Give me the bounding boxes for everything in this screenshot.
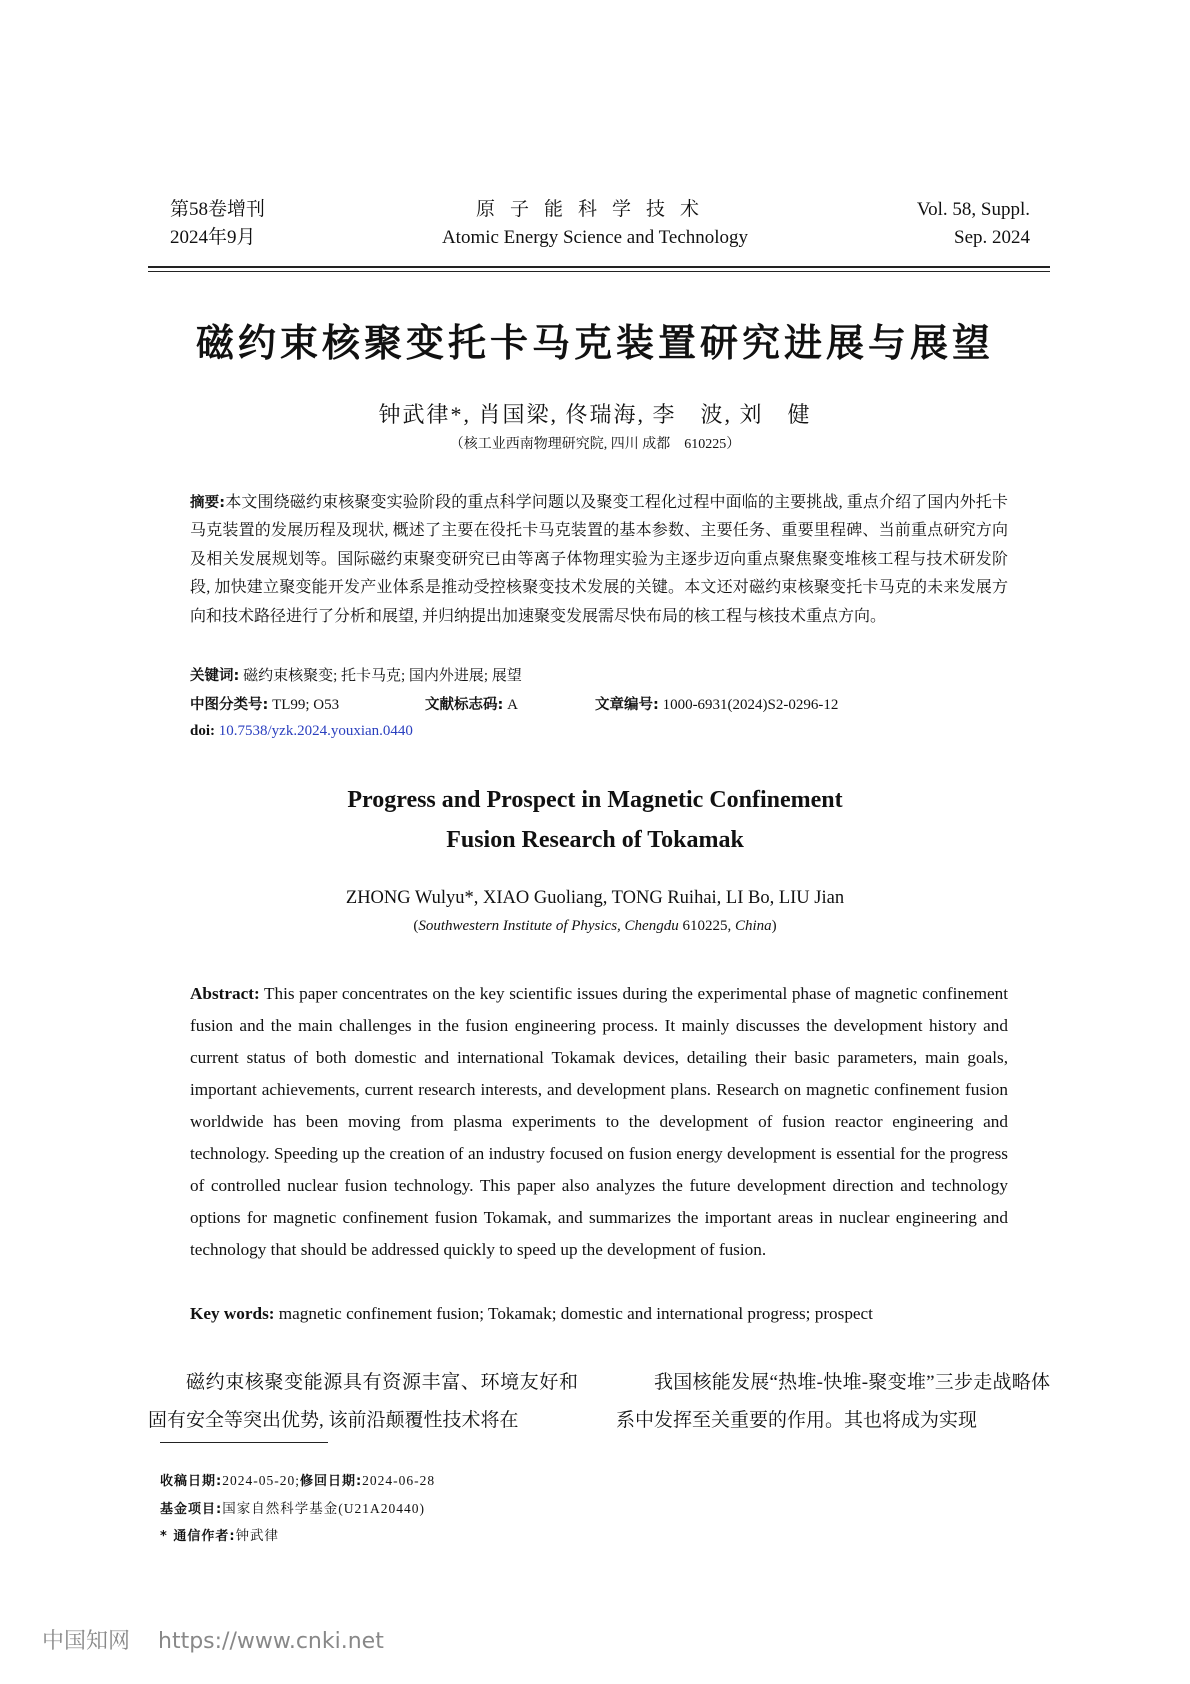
affiliation-en-country: China <box>734 918 772 934</box>
doc-code-value: A <box>507 697 518 713</box>
abstract-en <box>190 978 1008 1266</box>
date-en: Sep. 2024 <box>954 227 1030 248</box>
volume-en: Vol. 58, Suppl. <box>916 199 1030 220</box>
header-rule-thin <box>148 271 1050 272</box>
authors-en: ZHONG Wulyu*, XIAO Guoliang, TONG Ruihai, LI Bo, LIU Jian <box>345 888 845 908</box>
footnote-fund <box>160 1497 425 1517</box>
journal-title-en: Atomic Energy Science and Technology <box>441 227 749 248</box>
article-no-label: 文章编号: <box>595 697 659 713</box>
fund-value: 国家自然科学基金(U21A20440) <box>222 1501 425 1516</box>
journal-title-cn: 原子能科学技术 <box>475 199 714 220</box>
footnote-rule <box>160 1442 328 1443</box>
clc-label: 中图分类号: <box>190 697 269 713</box>
paper-title-cn: 磁约束核聚变托卡马克装置研究进展与展望 <box>195 321 994 365</box>
article-no-value: 1000-6931(2024)S2-0296-12 <box>662 697 839 713</box>
body-column-left: 磁约束核聚变能源具有资源丰富、环境友好和固有安全等突出优势, 该前沿颠覆性技术将在 <box>148 1372 578 1431</box>
footnote-corresponding <box>160 1524 279 1544</box>
fund-label: 基金项目: <box>160 1502 223 1517</box>
keywords-cn-text: 磁约束核聚变; 托卡马克; 国内外进展; 展望 <box>243 668 522 684</box>
abstract-en-label: Abstract: <box>190 984 260 1003</box>
received-value: 2024-05-20; <box>222 1473 300 1488</box>
authors-cn: 钟武律*, 肖国梁, 佟瑞海, 李 波, 刘 健 <box>378 402 812 427</box>
paper-title-en <box>0 780 1190 860</box>
received-label: 收稿日期: <box>160 1474 223 1489</box>
affiliation-en-postcode: 610225, <box>678 918 735 934</box>
site-name: 中国知网 <box>42 1629 131 1654</box>
keywords-cn <box>190 664 522 685</box>
doc-code-label: 文献标志码: <box>425 697 504 713</box>
body-column-right: 我国核能发展“热堆-快堆-聚变堆”三步走战略体系中发挥至关重要的作用。其也将成为实现 <box>616 1372 1050 1431</box>
keywords-cn-label: 关键词: <box>190 668 240 684</box>
corresponding-label: * 通信作者: <box>160 1529 236 1544</box>
abstract-cn-text: 本文围绕磁约束核聚变实验阶段的重点科学问题以及聚变工程化过程中面临的主要挑战, 重点介绍了国内外托卡马克装置的发展历程及现状, 概述了主要在役托卡马克装置的基本参数、主要任务、重要里程碑、当前重点研究方向及相关发展规划等。国际磁约束聚变研究已由等离子体物理实验为主逐步迈向重点聚焦聚变堆核工程与技术研发阶段, 加快建立聚变能开发产业体系是推动受控核聚变技术发展的关键。本文还对磁约束核聚变托卡马克的未来发展方向和技术路径进行了分析和展望, 并归纳提出加速聚变发展需尽快布局的核工程与核技术重点方向。 <box>190 494 1008 625</box>
paper-title-en-line1: Progress and Prospect in Magnetic Confinement <box>347 787 843 813</box>
keywords-en-label: Key words: <box>190 1304 275 1323</box>
paren-close: ) <box>771 918 777 934</box>
abstract-cn-label: 摘要: <box>190 495 226 511</box>
paren-open: ( <box>413 918 419 934</box>
footnote-dates <box>160 1470 435 1489</box>
cnki-watermark <box>42 1624 384 1655</box>
header-rule-thick <box>148 266 1050 268</box>
date-cn: 2024年9月 <box>170 227 256 248</box>
clc-value: TL99; O53 <box>272 697 340 713</box>
header-right <box>917 196 1030 252</box>
volume-cn: 第58卷增刊 <box>170 199 266 220</box>
abstract-en-text: This paper concentrates on the key scientific issues during the experimental phase of magnetic confinement fusion and the main challenges in the fusion engineering process. It mainly discusses the development history and current status of both domestic and international Tokamak devices, detailing their basic parameters, main goals, important achievements, current research interests, and development plans. Research on magnetic confinement fusion worldwide has been moving from plasma experiments to the development of fusion reactor engineering and technology. Speeding up the creation of an industry focused on fusion energy development is essential for the progress of controlled nuclear fusion technology. This paper also analyzes the future development direction and technology options for magnetic confinement fusion Tokamak, and summarizes the important areas in nuclear engineering and technology that should be addressed quickly to speed up the development of fusion. <box>190 984 1008 1259</box>
site-url[interactable]: https://www.cnki.net <box>158 1629 384 1654</box>
keywords-en <box>190 1298 1008 1330</box>
doi-label: doi: <box>190 723 216 739</box>
corresponding-value: 钟武律 <box>235 1528 280 1543</box>
doi-link[interactable]: 10.7538/yzk.2024.youxian.0440 <box>218 723 413 739</box>
revised-value: 2024-06-28 <box>362 1473 436 1488</box>
classification-line <box>190 693 1020 714</box>
doi-line <box>190 723 413 740</box>
revised-label: 修回日期: <box>299 1474 363 1489</box>
abstract-cn <box>190 489 1008 631</box>
affiliation-cn: （核工业西南物理研究院, 四川 成都 610225） <box>449 437 741 452</box>
keywords-en-text: magnetic confinement fusion; Tokamak; domestic and international progress; prospect <box>278 1304 873 1323</box>
paper-title-en-line2: Fusion Research of Tokamak <box>446 827 744 853</box>
affiliation-en-institute: Southwestern Institute of Physics, Chengdu <box>418 918 679 934</box>
affiliation-en <box>0 918 1190 935</box>
